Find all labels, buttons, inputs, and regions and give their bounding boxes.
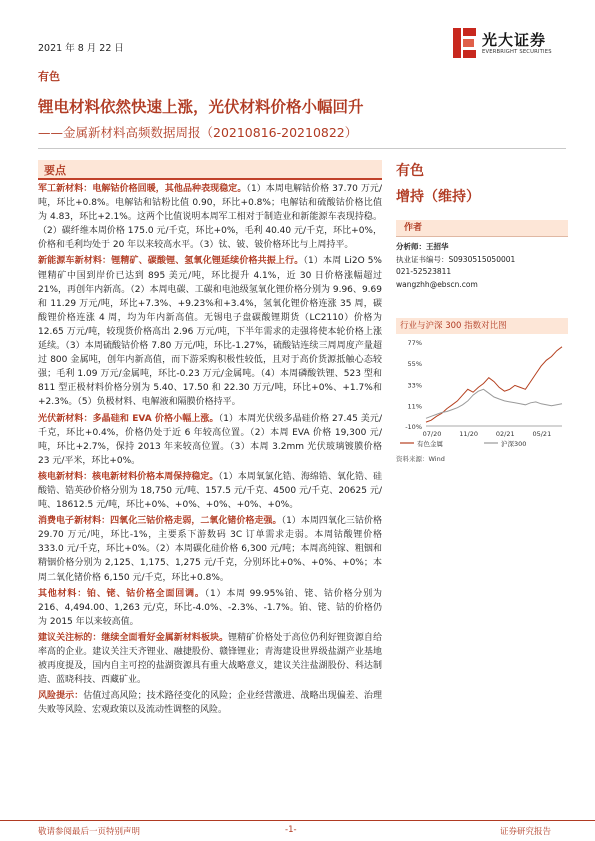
paragraph-lead: 新能源车新材料：锂精矿、碳酸锂、氢氧化锂延续价格共振上行。 <box>38 256 304 267</box>
chart-header: 行业与沪深 300 指数对比图 <box>396 318 568 334</box>
paragraph-lead: 光伏新材料：多晶硅和 EVA 价格小幅上涨。 <box>38 413 219 424</box>
paragraph-military <box>38 182 382 252</box>
author-header: 作者 <box>396 220 568 237</box>
logo-english: EVERBRIGHT SECURITIES <box>482 49 552 55</box>
paragraph-text: （1）本周 99.95%铂、铑、钴价格分别为 216、4,494.00、1,263 元/克，环比-4.0%、-2.3%、-1.7%。铂、铑、钴的价格仍为 2015 年以来较高值。 <box>38 588 382 627</box>
legend-label: 有色金属 <box>417 440 443 448</box>
paragraph-text: （1）本周氧氯化锆、海绵锆、氧化锆、硅酸锆、锆英砂价格分别为 18,750 元/吨、157.5 元/千克、4500 元/千克、20625 元/吨、18612.5 元/吨，环比+0%、+0%、+0%、+0%、+0%。 <box>38 471 382 511</box>
paragraph-ev <box>38 254 382 409</box>
paragraph-text: （1）本周 Li2O 5%锂精矿中国到岸价已达到 895 美元/吨，环比提升 4.1%，近 30 日价格涨幅超过 21%，再创年内新高。（2）本周电碳、工碳和电池级氢氧化锂价格分别为 9.96、9.69 和 11.29 万元/吨，环比+7.3%、+9.23%和+3.4%，氢氧化锂价格连涨 35 周，碳酸锂价格连涨 4 周，均为年内新高值。无锡电子盘碳酸锂期货（LC2110）价格为 12.65 万元/吨，较现货价格高出 2.96 万元/吨，下半年需求的走强将使本轮价格上涨延续。（3）本周硫酸钴价格 7.80 万元/吨，环比-1.27%，硫酸钴连续三周周度产量超过 800 金属吨，创年内新高值，而下游采购积极性较低，且对于高价货源抵触心态较强；毛利 1.09 万元/金属吨，环比-0.23 万元/金属吨。（4）本周磷酸铁锂、523 型和 811 型正极材料价格分别为 5.40、17.50 和 22.30 万元/吨，环比+0%、+1.7%和+2.3%。（5）负极材料、电解液和隔膜价格持平。 <box>38 256 382 408</box>
paragraph-text: （1）本周四氧化三钴价格 29.70 万元/吨，环比-1%，主要系下游数码 3C 订单需求走弱。本周钴酸锂价格 333.0 元/千克，环比+0%。（2）本周碳化硅价格 6,300 元/吨；本周高纯镓、粗铟和精铟价格分别为 2,125、1,175、1,275 元/千克，分别环比+0%、+0%、+0%；本周二氧化锗价格 6,150 元/千克，环比+0.8%。 <box>38 516 382 583</box>
x-tick-label: 02/21 <box>495 430 515 438</box>
sidebar <box>396 160 568 463</box>
paragraph-lead: 核电新材料：核电新材料价格本周保持稳定。 <box>38 471 219 482</box>
paragraph-text: 估值过高风险；技术路径变化的风险；企业经营激进、战略出现偏差、治理失败等风险、宏观政策以及流动性调整的风险。 <box>38 691 382 716</box>
paragraph-text: 锂精矿价格处于高位仍利好锂资源自给率高的企业。建议关注天齐锂业、融捷股份、赣锋锂业；青海建设世界级盐湖产业基地被再度提及，国内自主可控的盐湖资源具有重大战略意义，建议关注盐湖股份、科达制造、蓝晓科技、西藏矿业。 <box>38 632 382 686</box>
report-date: 2021 年 8 月 22 日 <box>38 43 124 54</box>
footer-doc-type: 证券研究报告 <box>500 827 552 837</box>
page-number: -1- <box>285 825 297 835</box>
sidebar-sector: 有色 <box>396 163 424 179</box>
paragraph-pv <box>38 412 382 468</box>
x-tick-label: 07/20 <box>422 430 442 438</box>
key-points-header <box>38 160 382 180</box>
analyst-email[interactable]: wangzhh@ebscn.com <box>396 279 478 289</box>
key-points-label: 要点 <box>44 164 66 177</box>
paragraph-other <box>38 587 382 629</box>
analyst-name: 分析师：王招华 <box>396 242 449 251</box>
key-points-body <box>38 182 382 719</box>
footer-divider <box>0 820 595 821</box>
title-divider <box>38 148 566 149</box>
sector-label: 有色 <box>38 70 60 83</box>
x-tick-label: 11/20 <box>459 430 478 438</box>
analyst-license: 执业证书编号：S0930515050001 <box>396 254 516 264</box>
sidebar-rating: 增持（维持） <box>396 189 480 205</box>
y-tick-label: 55% <box>407 360 422 369</box>
y-tick-label: 77% <box>407 339 422 347</box>
analyst-phone: 021-52523811 <box>396 267 452 276</box>
series-line-csi300 <box>426 389 562 418</box>
footer-disclaimer[interactable]: 敬请参阅最后一页特别声明 <box>38 827 141 837</box>
index-comparison-chart <box>396 334 568 454</box>
paragraph-lead: 其他材料：铂、铑、钴价格全面回调。 <box>38 588 205 599</box>
paragraph-lead: 消费电子新材料：四氧化三钴价格走弱，二氧化锗价格走强。 <box>38 516 282 527</box>
chart-svg <box>396 334 568 454</box>
report-subtitle: ——金属新材料高频数据周报（20210816-20210822） <box>38 125 358 140</box>
y-tick-label: -10% <box>405 423 422 431</box>
series-line-nonferrous <box>426 347 562 422</box>
report-title: 锂电材料依然快速上涨，光伏材料价格小幅回升 <box>38 98 364 116</box>
y-tick-label: 11% <box>407 402 422 411</box>
paragraph-text: （1）本周电解钴价格 37.70 万元/吨，环比+0.8%。电解钴和钴粉比值 0.90，环比+0.8%；电解钴和硫酸钴价格比值为 4.83，环比+2.1%。这两个比值说明本周军工相对于制造业和新能源车表现持稳。（2）碳纤维本周价格 175.0 元/千克，环比+0%，毛利 40.40 元/千克，环比+0%，价格和毛利均处于 20 年以来较高水平。（3）钛、铍、铍价格环比与上周持平。 <box>38 184 382 251</box>
x-tick-label: 05/21 <box>532 430 552 438</box>
legend-label: 沪深300 <box>501 440 527 448</box>
y-tick-label: 33% <box>407 381 422 390</box>
logo <box>452 27 567 63</box>
paragraph-lead: 建议关注标的：继续全面看好金属新材料板块。 <box>38 632 229 643</box>
logo-mark-icon <box>452 27 478 59</box>
chart-source: 资料来源：Wind <box>396 455 445 463</box>
paragraph-risk <box>38 689 382 717</box>
analyst-info <box>396 241 568 291</box>
paragraph-lead: 风险提示： <box>38 691 84 702</box>
paragraph-nuclear <box>38 470 382 512</box>
paragraph-picks <box>38 631 382 687</box>
paragraph-consumer <box>38 514 382 584</box>
paragraph-lead: 军工新材料：电解钴价格回暖，其他品种表现稳定。 <box>38 184 247 194</box>
logo-name: 光大证券 <box>482 31 547 49</box>
paragraph-text: （1）本周光伏级多晶硅价格 27.45 美元/千克，环比+0.4%，价格仍处于近 6 年较高位置。（2）本周 EVA 价格 19,300 元/吨，环比+2.7%，保持 2013 年来较高位置。（3）本周 3.2mm 光伏玻璃镀膜价格 23 元/平米，环比+0%。 <box>38 413 382 466</box>
